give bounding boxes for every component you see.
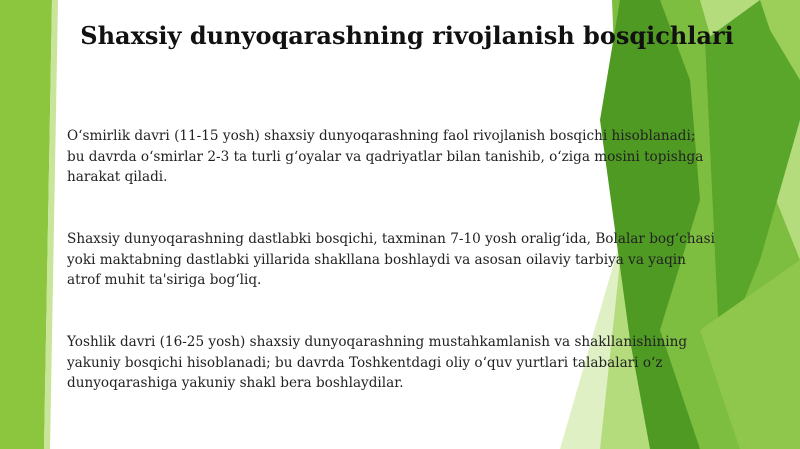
paragraph-line: Yoshlik davri (16-25 yosh) shaxsiy dunyoqarashning mustahkamlanish va shakllanishining	[67, 334, 688, 350]
slide-title: Shaxsiy dunyoqarashning rivojlanish bosqichlari	[80, 21, 734, 50]
paragraph-line: bu davrda o‘smirlar 2-3 ta turli g‘oyalar va qadriyatlar bilan tanishib, o‘ziga mosini topishga	[67, 148, 704, 165]
paragraph-line: harakat qiladi.	[67, 169, 168, 185]
paragraph-early-stage	[67, 229, 767, 291]
paragraph-line: Shaxsiy dunyoqarashning dastlabki bosqichi, taxminan 7-10 yosh oralig‘ida, Bolalar bog‘chasi	[67, 231, 715, 247]
paragraph-line: atrof muhit ta'siriga bog‘liq.	[67, 272, 262, 288]
paragraph-adolescence	[67, 126, 767, 188]
paragraph-line: yakuniy bosqichi hisoblanadi; bu davrda Toshkentdagi oliy o‘quv yurtlari talabalari o‘z	[67, 354, 663, 371]
left-green-strip	[0, 0, 52, 449]
paragraph-line: yoki maktabning dastlabki yillarida shakllana boshlaydi va asosan oilaviy tarbiya va yaqin	[67, 251, 686, 268]
paragraph-line: dunyoqarashiga yakuniy shakl bera boshlaydilar.	[67, 375, 404, 391]
paragraph-line: O‘smirlik davri (11-15 yosh) shaxsiy dunyoqarashning faol rivojlanish bosqichi hisoblanadi;	[67, 128, 696, 144]
paragraph-youth	[67, 332, 767, 394]
